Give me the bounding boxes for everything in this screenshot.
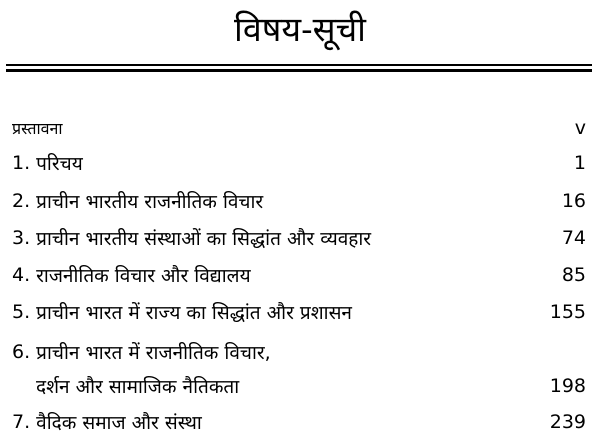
toc-entry-title: प्राचीन भारत में राजनीतिक विचार, <box>36 342 271 364</box>
toc-entry-page: 1 <box>573 152 586 174</box>
toc-entry-3[interactable] <box>12 223 586 253</box>
toc-entry-page: 85 <box>561 264 586 286</box>
toc-entry-7[interactable] <box>12 407 586 437</box>
toc-entry-2[interactable] <box>12 186 586 216</box>
toc-entry-title: राजनीतिक विचार और विद्यालय <box>36 265 251 287</box>
toc-entry-number: 6. <box>12 341 31 363</box>
toc-entry-6[interactable] <box>12 337 586 367</box>
toc-entry-5[interactable] <box>12 297 586 327</box>
toc-entry-page: v <box>574 117 586 139</box>
toc-entry-title: प्राचीन भारतीय संस्थाओं का सिद्धांत और व्यवहार <box>36 228 372 250</box>
toc-entry-title: दर्शन और सामाजिक नैतिकता <box>36 376 240 398</box>
toc-entry-page: 239 <box>549 411 586 433</box>
title-divider-thick <box>6 69 592 72</box>
toc-entry-number: 7. <box>12 411 31 433</box>
toc-entry-title: प्राचीन भारत में राज्य का सिद्धांत और प्रशासन <box>36 302 352 324</box>
toc-entry-number: 1. <box>12 152 31 174</box>
page-title: विषय-सूची <box>234 10 366 50</box>
title-divider-thin <box>6 64 592 66</box>
toc-entry-number: 5. <box>12 301 31 323</box>
toc-entry-number: 2. <box>12 190 31 212</box>
toc-entry-number: 4. <box>12 264 31 286</box>
toc-entry-1[interactable] <box>12 148 586 178</box>
toc-entry-preface[interactable] <box>12 113 586 143</box>
toc-entry-page: 74 <box>561 227 586 249</box>
toc-entry-4[interactable] <box>12 260 586 290</box>
toc-entry-title: प्राचीन भारतीय राजनीतिक विचार <box>36 191 264 213</box>
toc-entry-6-continued[interactable] <box>36 371 586 401</box>
toc-entry-page: 198 <box>549 375 586 397</box>
toc-entry-title: प्रस्तावना <box>12 119 63 138</box>
toc-entry-page: 155 <box>549 301 586 323</box>
toc-entry-number: 3. <box>12 227 31 249</box>
toc-entry-page: 16 <box>561 190 586 212</box>
toc-entry-title: परिचय <box>36 153 83 175</box>
toc-entry-title: वैदिक समाज और संस्था <box>36 412 202 434</box>
